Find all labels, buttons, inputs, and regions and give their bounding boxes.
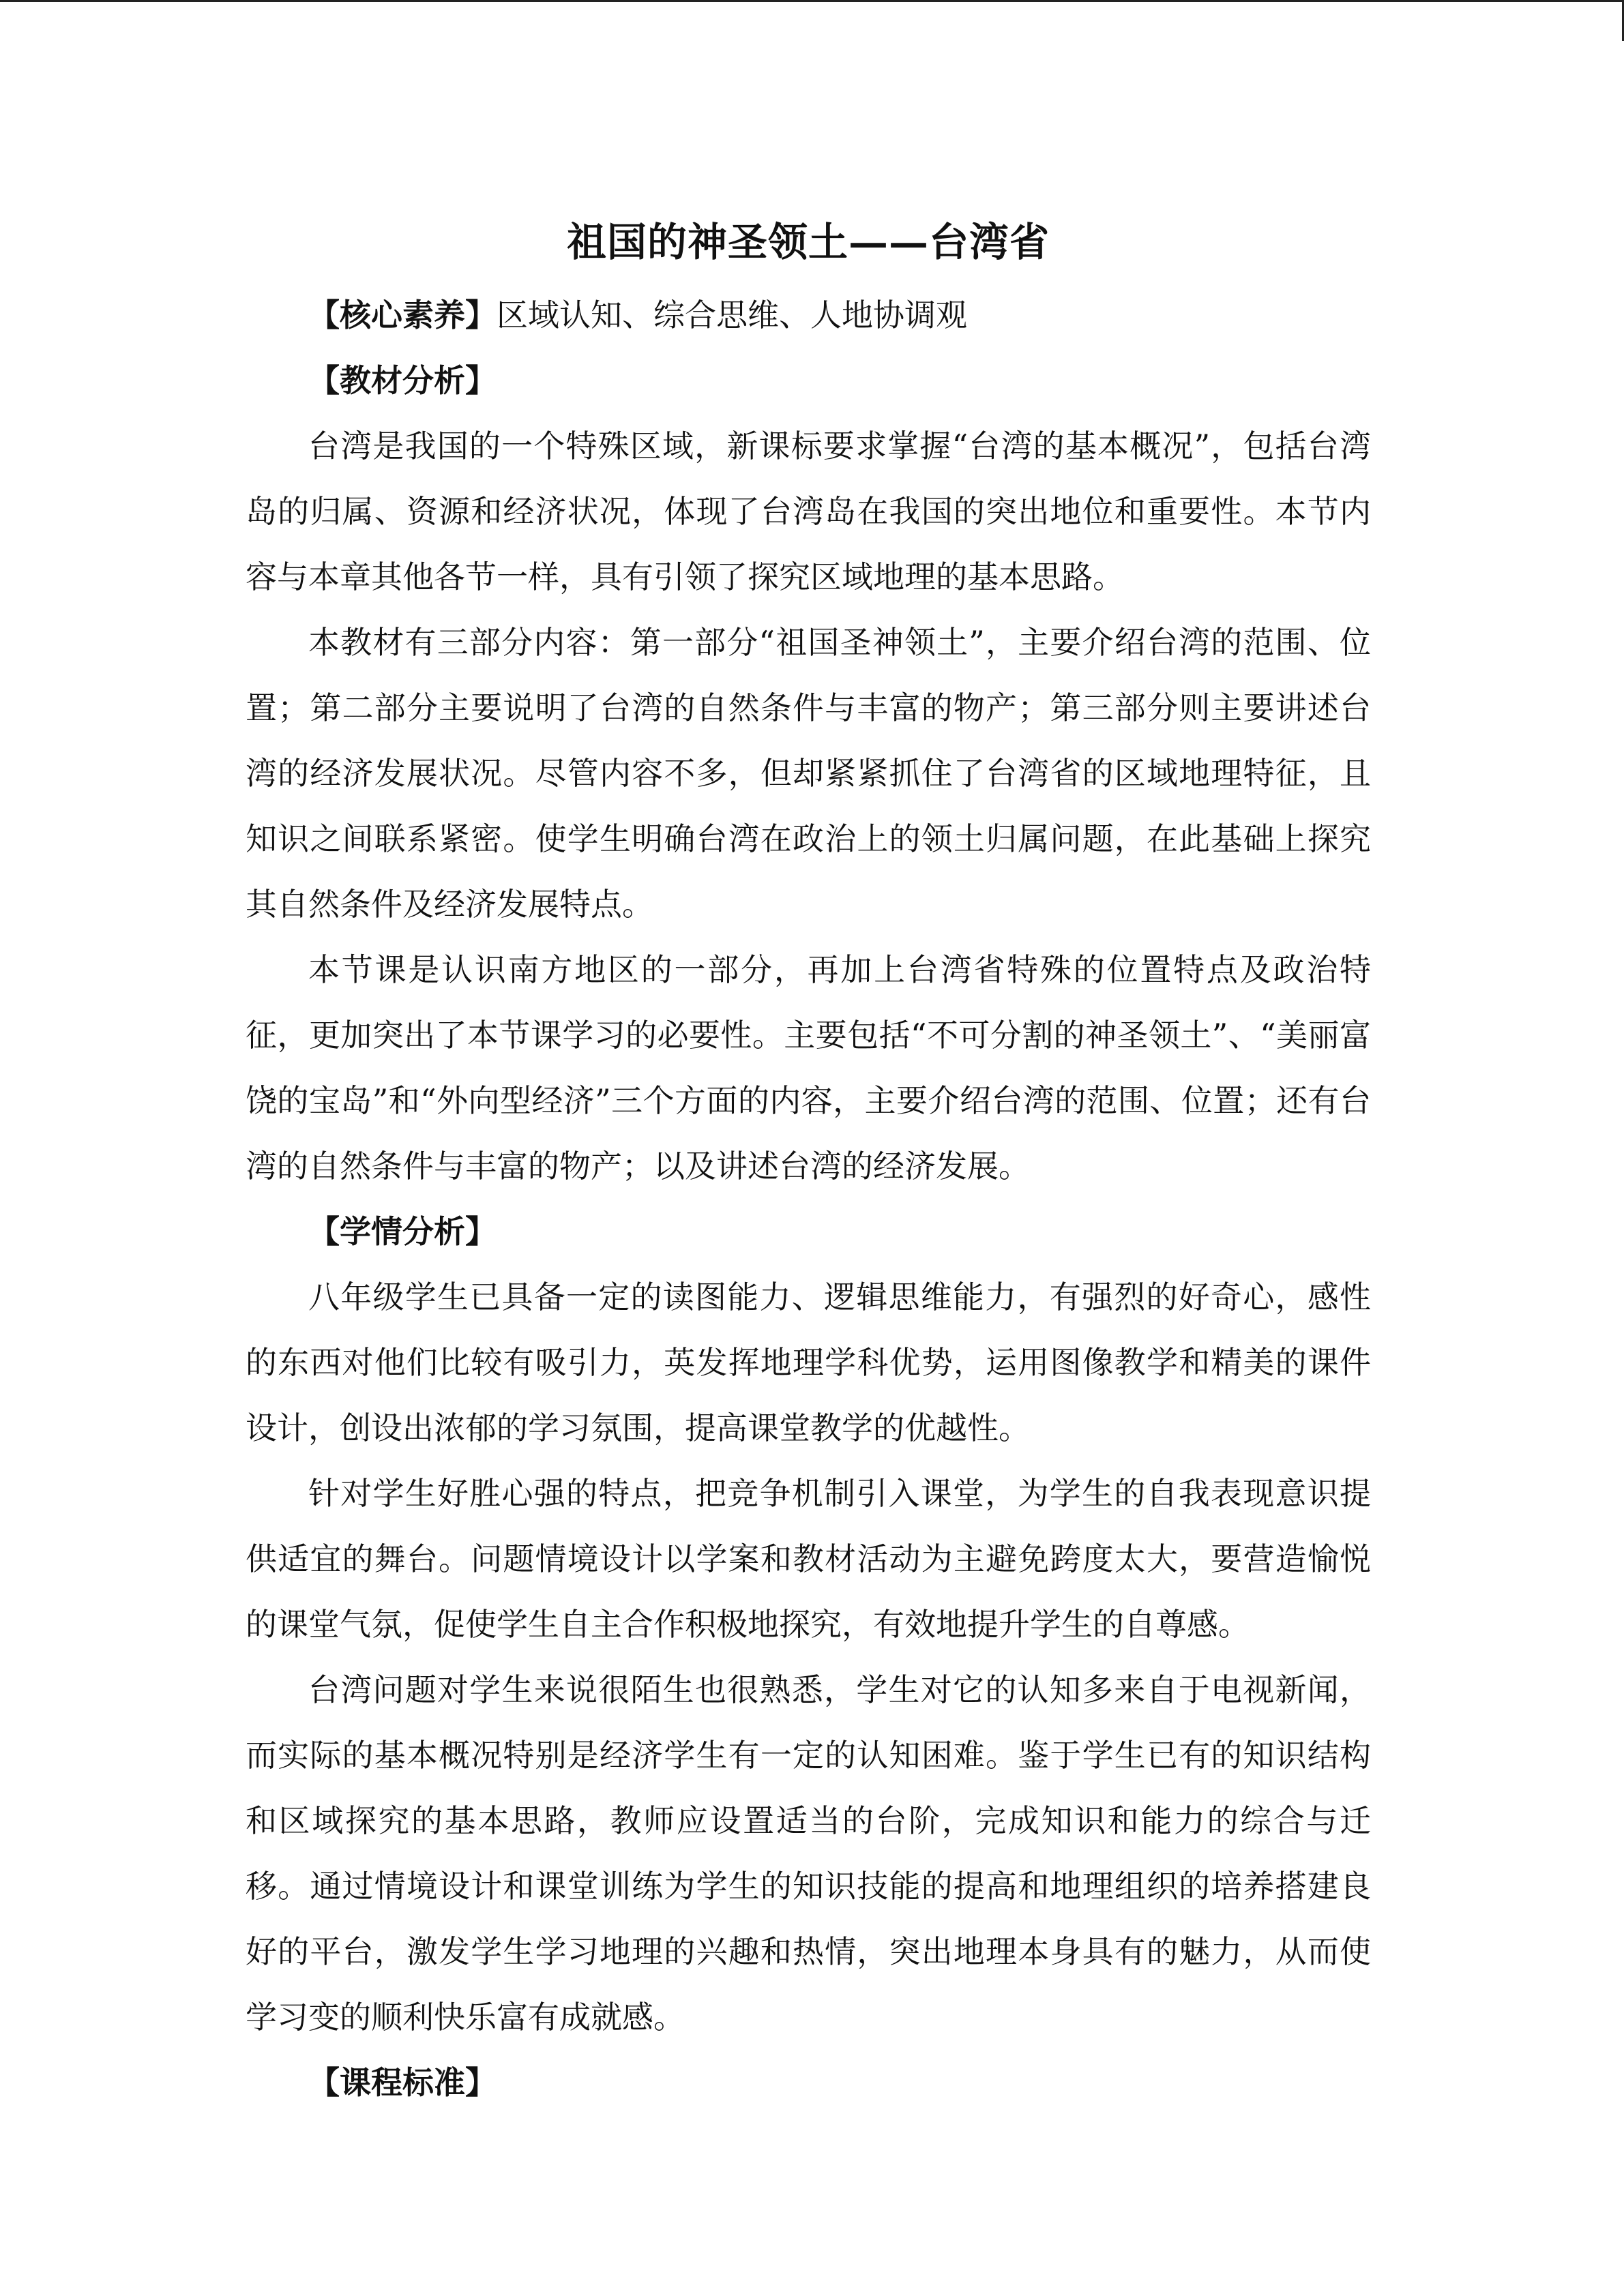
curriculum-standard-heading: 【课程标准】 — [308, 2064, 497, 2101]
core-literacy-label: 【核心素养】 — [308, 297, 497, 333]
textbook-analysis-heading: 【教材分析】 — [308, 362, 497, 399]
textbook-analysis-paragraph-3: 本节课是认识南方地区的一部分，再加上台湾省特殊的位置特点及政治特征，更加突出了本节课学习的必要性。主要包括“不可分割的神圣领土”、“美丽富饶的宝岛”和“外向型经济”三个方面的内容，主要介绍台湾的范围、位置；还有台湾的自然条件与丰富的物产；以及讲述台湾的经济发展。 — [246, 951, 1371, 1184]
document-title: 祖国的神圣领土——台湾省 — [566, 219, 1050, 265]
learner-analysis-paragraph-1: 八年级学生已具备一定的读图能力、逻辑思维能力，有强烈的好奇心，感性的东西对他们比较有吸引力，英发挥地理学科优势，运用图像教学和精美的课件设计，创设出浓郁的学习氛围，提高课堂教学的优越性。 — [246, 1279, 1371, 1446]
learner-analysis-paragraph-3: 台湾问题对学生来说很陌生也很熟悉，学生对它的认知多来自于电视新闻，而实际的基本概况特别是经济学生有一定的认知困难。鉴于学生已有的知识结构和区域探究的基本思路，教师应设置适当的台阶，完成知识和能力的综合与迁移。通过情境设计和课堂训练为学生的知识技能的提高和地理组织的培养搭建良好的平台，激发学生学习地理的兴趣和热情，突出地理本身具有的魅力，从而使学习变的顺利快乐富有成就感。 — [246, 1671, 1371, 2036]
document-body — [246, 205, 1371, 2115]
textbook-analysis-paragraph-1: 台湾是我国的一个特殊区域，新课标要求掌握“台湾的基本概况”，包括台湾岛的归属、资源和经济状况，体现了台湾岛在我国的突出地位和重要性。本节内容与本章其他各节一样，具有引领了探究区域地理的基本思路。 — [246, 428, 1371, 595]
core-literacy-row — [246, 282, 1371, 348]
textbook-analysis-paragraph-2: 本教材有三部分内容：第一部分“祖国圣神领土”，主要介绍台湾的范围、位置；第二部分主要说明了台湾的自然条件与丰富的物产；第三部分则主要讲述台湾的经济发展状况。尽管内容不多，但却紧紧抓住了台湾省的区域地理特征，且知识之间联系紧密。使学生明确台湾在政治上的领土归属问题，在此基础上探究其自然条件及经济发展特点。 — [246, 624, 1371, 923]
page-top-border — [0, 0, 1624, 2]
core-literacy-text: 区域认知、综合思维、人地协调观 — [497, 297, 967, 333]
learner-analysis-heading: 【学情分析】 — [308, 1213, 497, 1250]
learner-analysis-paragraph-2: 针对学生好胜心强的特点，把竞争机制引入课堂，为学生的自我表现意识提供适宜的舞台。问题情境设计以学案和教材活动为主避免跨度太大，要营造愉悦的课堂气氛，促使学生自主合作积极地探究，有效地提升学生的自尊感。 — [246, 1475, 1371, 1643]
